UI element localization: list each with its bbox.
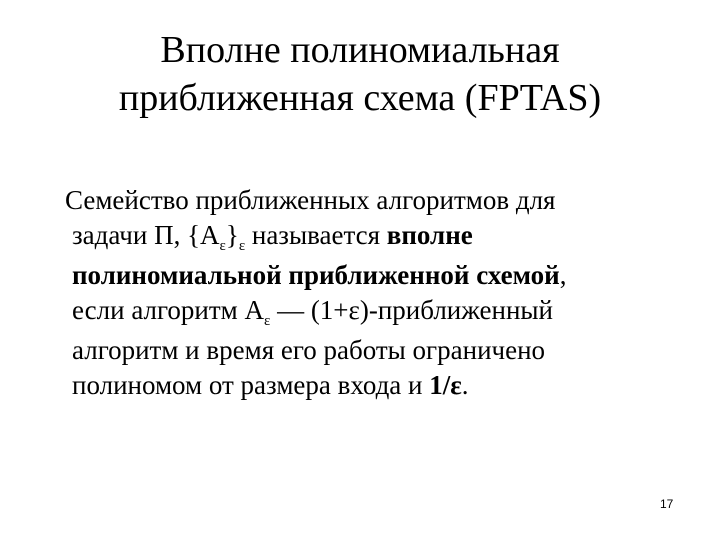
text-fragment: }: [225, 220, 239, 250]
text-fragment: полиномом от размера входа и: [72, 370, 430, 400]
text-fragment: — (1+ε)-приближенный: [270, 295, 554, 325]
subscript-epsilon: ε: [219, 238, 226, 254]
text-fragment: Семейство приближенных алгоритмов для: [65, 185, 556, 215]
title-line-1: Вполне полиномиальная: [160, 29, 560, 71]
page-number: 17: [660, 497, 674, 511]
text-fragment: ,: [559, 260, 567, 290]
text-fragment: задачи Π, {A: [72, 220, 220, 250]
definition-text: [65, 183, 682, 403]
text-fragment: .: [461, 370, 469, 400]
bold-term: 1/ε: [429, 370, 462, 400]
title-line-2: приближенная схема (FPTAS): [118, 77, 602, 119]
bold-term: вполне: [386, 220, 473, 250]
text-fragment: называется: [245, 220, 387, 250]
definition-line-3: [72, 258, 682, 293]
definition-line-6: [72, 368, 682, 403]
definition-line-2: [72, 218, 682, 258]
subscript-epsilon: ε: [264, 313, 271, 329]
text-fragment: алгоритм и время его работы ограничено: [72, 335, 546, 365]
slide-title: [40, 26, 680, 122]
text-fragment: если алгоритм A: [72, 295, 264, 325]
definition-line-5: [72, 333, 682, 368]
subscript-epsilon: ε: [238, 238, 246, 254]
bold-term: полиномиальной приближенной схемой: [72, 260, 560, 290]
definition-line-4: [72, 293, 682, 333]
definition-line-1: [65, 183, 682, 218]
